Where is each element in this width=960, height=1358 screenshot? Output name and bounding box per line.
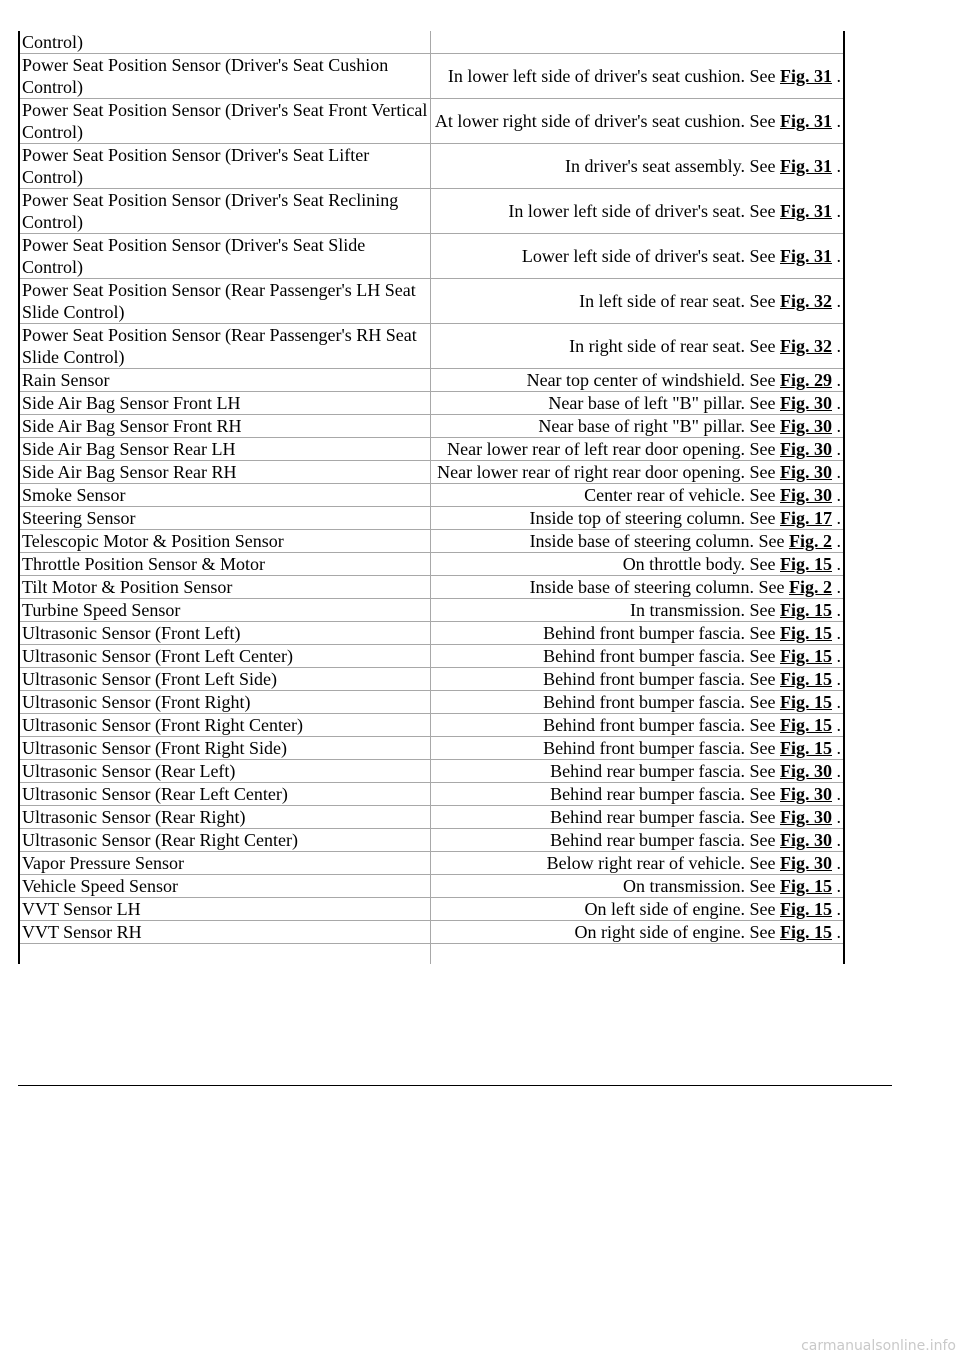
location-cell [430, 234, 844, 279]
location-cell [430, 415, 844, 438]
empty-cell [430, 944, 844, 965]
component-name-cell: Side Air Bag Sensor Rear LH [19, 438, 430, 461]
component-name-cell: Ultrasonic Sensor (Front Right) [19, 691, 430, 714]
table-row [19, 714, 844, 737]
location-text: Near base of left "B" pillar. See [548, 393, 776, 413]
location-suffix: . [836, 922, 841, 942]
location-cell [430, 760, 844, 783]
location-suffix: . [836, 291, 841, 311]
figure-link[interactable]: Fig. 30 [780, 807, 832, 827]
location-text: In driver's seat assembly. See [564, 156, 776, 176]
table-end-row [19, 944, 844, 965]
component-name-cell: Ultrasonic Sensor (Front Right Side) [19, 737, 430, 760]
table-row [19, 553, 844, 576]
component-name-cell: Steering Sensor [19, 507, 430, 530]
figure-link[interactable]: Fig. 15 [780, 623, 832, 643]
component-name-cell: Control) [19, 31, 430, 54]
figure-link[interactable]: Fig. 29 [780, 370, 832, 390]
location-cell [430, 31, 844, 54]
location-suffix: . [836, 370, 841, 390]
location-cell [430, 54, 844, 99]
location-text: Center rear of vehicle. See [584, 485, 776, 505]
location-text: Behind rear bumper fascia. See [550, 761, 776, 781]
component-name-cell: VVT Sensor RH [19, 921, 430, 944]
location-cell [430, 783, 844, 806]
location-suffix: . [836, 508, 841, 528]
location-cell [430, 806, 844, 829]
table-row [19, 415, 844, 438]
location-suffix: . [836, 807, 841, 827]
table-row [19, 921, 844, 944]
location-text: Behind front bumper fascia. See [543, 692, 776, 712]
component-name-cell: Power Seat Position Sensor (Driver's Seat Reclining Control) [19, 189, 430, 234]
location-suffix: . [836, 577, 841, 597]
location-suffix: . [836, 715, 841, 735]
table-row [19, 783, 844, 806]
location-suffix: . [836, 646, 841, 666]
location-text: Behind front bumper fascia. See [543, 646, 776, 666]
table-row [19, 622, 844, 645]
component-name-cell: Ultrasonic Sensor (Rear Left) [19, 760, 430, 783]
location-suffix: . [836, 738, 841, 758]
location-cell [430, 324, 844, 369]
location-cell [430, 484, 844, 507]
table-row [19, 507, 844, 530]
location-text: In transmission. See [630, 600, 776, 620]
figure-link[interactable]: Fig. 31 [780, 66, 832, 86]
location-text: On right side of engine. See [574, 922, 776, 942]
location-cell [430, 189, 844, 234]
component-name-cell: Ultrasonic Sensor (Front Left) [19, 622, 430, 645]
figure-link[interactable]: Fig. 15 [780, 554, 832, 574]
location-suffix: . [836, 393, 841, 413]
location-text: On transmission. See [623, 876, 776, 896]
component-name-cell: Power Seat Position Sensor (Driver's Seat Front Vertical Control) [19, 99, 430, 144]
component-name-cell: Telescopic Motor & Position Sensor [19, 530, 430, 553]
figure-link[interactable]: Fig. 15 [780, 922, 832, 942]
location-suffix: . [836, 462, 841, 482]
component-name-cell: Ultrasonic Sensor (Rear Left Center) [19, 783, 430, 806]
location-suffix: . [836, 336, 841, 356]
figure-link[interactable]: Fig. 31 [780, 156, 832, 176]
component-name-cell: Side Air Bag Sensor Front LH [19, 392, 430, 415]
table-row [19, 54, 844, 99]
table-row [19, 875, 844, 898]
table-row [19, 234, 844, 279]
table-row [19, 279, 844, 324]
location-text: Below right rear of vehicle. See [546, 853, 776, 873]
location-text: Inside base of steering column. See [529, 577, 785, 597]
location-cell [430, 829, 844, 852]
location-text: Behind front bumper fascia. See [543, 715, 776, 735]
table-row [19, 806, 844, 829]
location-suffix: . [836, 853, 841, 873]
component-name-cell: VVT Sensor LH [19, 898, 430, 921]
figure-link[interactable]: Fig. 15 [780, 876, 832, 896]
location-text: On left side of engine. See [584, 899, 776, 919]
location-suffix: . [836, 784, 841, 804]
location-suffix: . [836, 416, 841, 436]
component-name-cell: Side Air Bag Sensor Rear RH [19, 461, 430, 484]
location-cell [430, 99, 844, 144]
location-suffix: . [836, 876, 841, 896]
table-row [19, 31, 844, 54]
table-row [19, 438, 844, 461]
location-cell [430, 691, 844, 714]
location-suffix: . [836, 485, 841, 505]
component-name-cell: Smoke Sensor [19, 484, 430, 507]
figure-link[interactable]: Fig. 30 [780, 485, 832, 505]
figure-link[interactable]: Fig. 30 [780, 439, 832, 459]
location-suffix: . [836, 692, 841, 712]
location-cell [430, 852, 844, 875]
location-cell [430, 576, 844, 599]
location-text: Near base of right "B" pillar. See [538, 416, 776, 436]
location-text: Near lower rear of right rear door opening. See [437, 462, 776, 482]
location-text: Behind front bumper fascia. See [543, 623, 776, 643]
figure-link[interactable]: Fig. 30 [780, 416, 832, 436]
figure-link[interactable]: Fig. 30 [780, 784, 832, 804]
component-name-cell: Side Air Bag Sensor Front RH [19, 415, 430, 438]
page-bottom-rule [18, 1085, 892, 1086]
location-cell [430, 553, 844, 576]
location-suffix: . [836, 111, 841, 131]
figure-link[interactable]: Fig. 30 [780, 393, 832, 413]
location-text: Behind front bumper fascia. See [543, 738, 776, 758]
location-cell [430, 645, 844, 668]
location-suffix: . [836, 439, 841, 459]
location-cell [430, 438, 844, 461]
location-suffix: . [836, 830, 841, 850]
figure-link[interactable]: Fig. 31 [780, 246, 832, 266]
location-suffix: . [836, 156, 841, 176]
table-row [19, 668, 844, 691]
component-name-cell: Ultrasonic Sensor (Front Right Center) [19, 714, 430, 737]
table-row [19, 369, 844, 392]
location-cell [430, 668, 844, 691]
location-cell [430, 622, 844, 645]
component-name-cell: Vehicle Speed Sensor [19, 875, 430, 898]
location-suffix: . [836, 554, 841, 574]
location-suffix: . [836, 761, 841, 781]
document-page [18, 31, 843, 964]
component-name-cell: Ultrasonic Sensor (Front Left Center) [19, 645, 430, 668]
component-name-cell: Ultrasonic Sensor (Rear Right) [19, 806, 430, 829]
component-name-cell: Tilt Motor & Position Sensor [19, 576, 430, 599]
location-text: Behind rear bumper fascia. See [550, 784, 776, 804]
location-cell [430, 507, 844, 530]
table-row [19, 691, 844, 714]
location-suffix: . [836, 899, 841, 919]
table-row [19, 99, 844, 144]
location-text: Inside base of steering column. See [529, 531, 785, 551]
table-row [19, 189, 844, 234]
empty-cell [19, 944, 430, 965]
location-cell [430, 461, 844, 484]
table-body [19, 31, 844, 964]
table-row [19, 484, 844, 507]
location-suffix: . [836, 66, 841, 86]
location-suffix: . [836, 600, 841, 620]
figure-link[interactable]: Fig. 15 [780, 738, 832, 758]
location-suffix: . [836, 246, 841, 266]
figure-link[interactable]: Fig. 15 [780, 899, 832, 919]
table-row [19, 645, 844, 668]
table-row [19, 576, 844, 599]
table-row [19, 530, 844, 553]
component-name-cell: Power Seat Position Sensor (Driver's Seat Lifter Control) [19, 144, 430, 189]
table-row [19, 144, 844, 189]
component-name-cell: Ultrasonic Sensor (Front Left Side) [19, 668, 430, 691]
figure-link[interactable]: Fig. 15 [780, 715, 832, 735]
location-cell [430, 369, 844, 392]
location-text: Near lower rear of left rear door opening. See [447, 439, 776, 459]
location-text: In lower left side of driver's seat. See [508, 201, 776, 221]
location-cell [430, 599, 844, 622]
figure-link[interactable]: Fig. 31 [780, 111, 832, 131]
figure-link[interactable]: Fig. 30 [780, 853, 832, 873]
table-row [19, 392, 844, 415]
location-text: Lower left side of driver's seat. See [521, 246, 776, 266]
location-text: In left side of rear seat. See [579, 291, 776, 311]
figure-link[interactable]: Fig. 31 [780, 201, 832, 221]
component-name-cell: Rain Sensor [19, 369, 430, 392]
table-row [19, 324, 844, 369]
location-suffix: . [836, 623, 841, 643]
location-text: Behind rear bumper fascia. See [550, 830, 776, 850]
location-suffix: . [836, 669, 841, 689]
component-name-cell: Power Seat Position Sensor (Driver's Seat Slide Control) [19, 234, 430, 279]
table-row [19, 852, 844, 875]
figure-link[interactable]: Fig. 15 [780, 646, 832, 666]
table-row [19, 461, 844, 484]
table-row [19, 599, 844, 622]
table-row [19, 829, 844, 852]
component-location-table [18, 31, 845, 964]
figure-link[interactable]: Fig. 15 [780, 669, 832, 689]
figure-link[interactable]: Fig. 30 [780, 462, 832, 482]
figure-link[interactable]: Fig. 32 [780, 291, 832, 311]
location-text: In right side of rear seat. See [569, 336, 776, 356]
location-cell [430, 530, 844, 553]
component-name-cell: Power Seat Position Sensor (Rear Passenger's RH Seat Slide Control) [19, 324, 430, 369]
component-name-cell: Ultrasonic Sensor (Rear Right Center) [19, 829, 430, 852]
location-text: Inside top of steering column. See [529, 508, 776, 528]
table-row [19, 760, 844, 783]
location-cell [430, 144, 844, 189]
location-cell [430, 875, 844, 898]
watermark: carmanualsonline.info [801, 1338, 956, 1354]
figure-link[interactable]: Fig. 2 [789, 531, 832, 551]
location-cell [430, 392, 844, 415]
location-cell [430, 921, 844, 944]
location-suffix: . [836, 201, 841, 221]
location-text: At lower right side of driver's seat cushion. See [434, 111, 776, 131]
figure-link[interactable]: Fig. 30 [780, 761, 832, 781]
table-row [19, 898, 844, 921]
location-text: Behind rear bumper fascia. See [550, 807, 776, 827]
figure-link[interactable]: Fig. 30 [780, 830, 832, 850]
component-name-cell: Vapor Pressure Sensor [19, 852, 430, 875]
figure-link[interactable]: Fig. 32 [780, 336, 832, 356]
location-suffix: . [836, 531, 841, 551]
location-cell [430, 714, 844, 737]
location-text: Behind front bumper fascia. See [543, 669, 776, 689]
figure-link[interactable]: Fig. 15 [780, 692, 832, 712]
location-text: On throttle body. See [622, 554, 776, 574]
table-row [19, 737, 844, 760]
figure-link[interactable]: Fig. 15 [780, 600, 832, 620]
component-name-cell: Power Seat Position Sensor (Driver's Seat Cushion Control) [19, 54, 430, 99]
location-text: Near top center of windshield. See [526, 370, 776, 390]
component-name-cell: Power Seat Position Sensor (Rear Passenger's LH Seat Slide Control) [19, 279, 430, 324]
location-cell [430, 279, 844, 324]
location-cell [430, 898, 844, 921]
location-text: In lower left side of driver's seat cushion. See [447, 66, 776, 86]
component-name-cell: Turbine Speed Sensor [19, 599, 430, 622]
location-cell [430, 737, 844, 760]
figure-link[interactable]: Fig. 2 [789, 577, 832, 597]
component-name-cell: Throttle Position Sensor & Motor [19, 553, 430, 576]
figure-link[interactable]: Fig. 17 [780, 508, 832, 528]
